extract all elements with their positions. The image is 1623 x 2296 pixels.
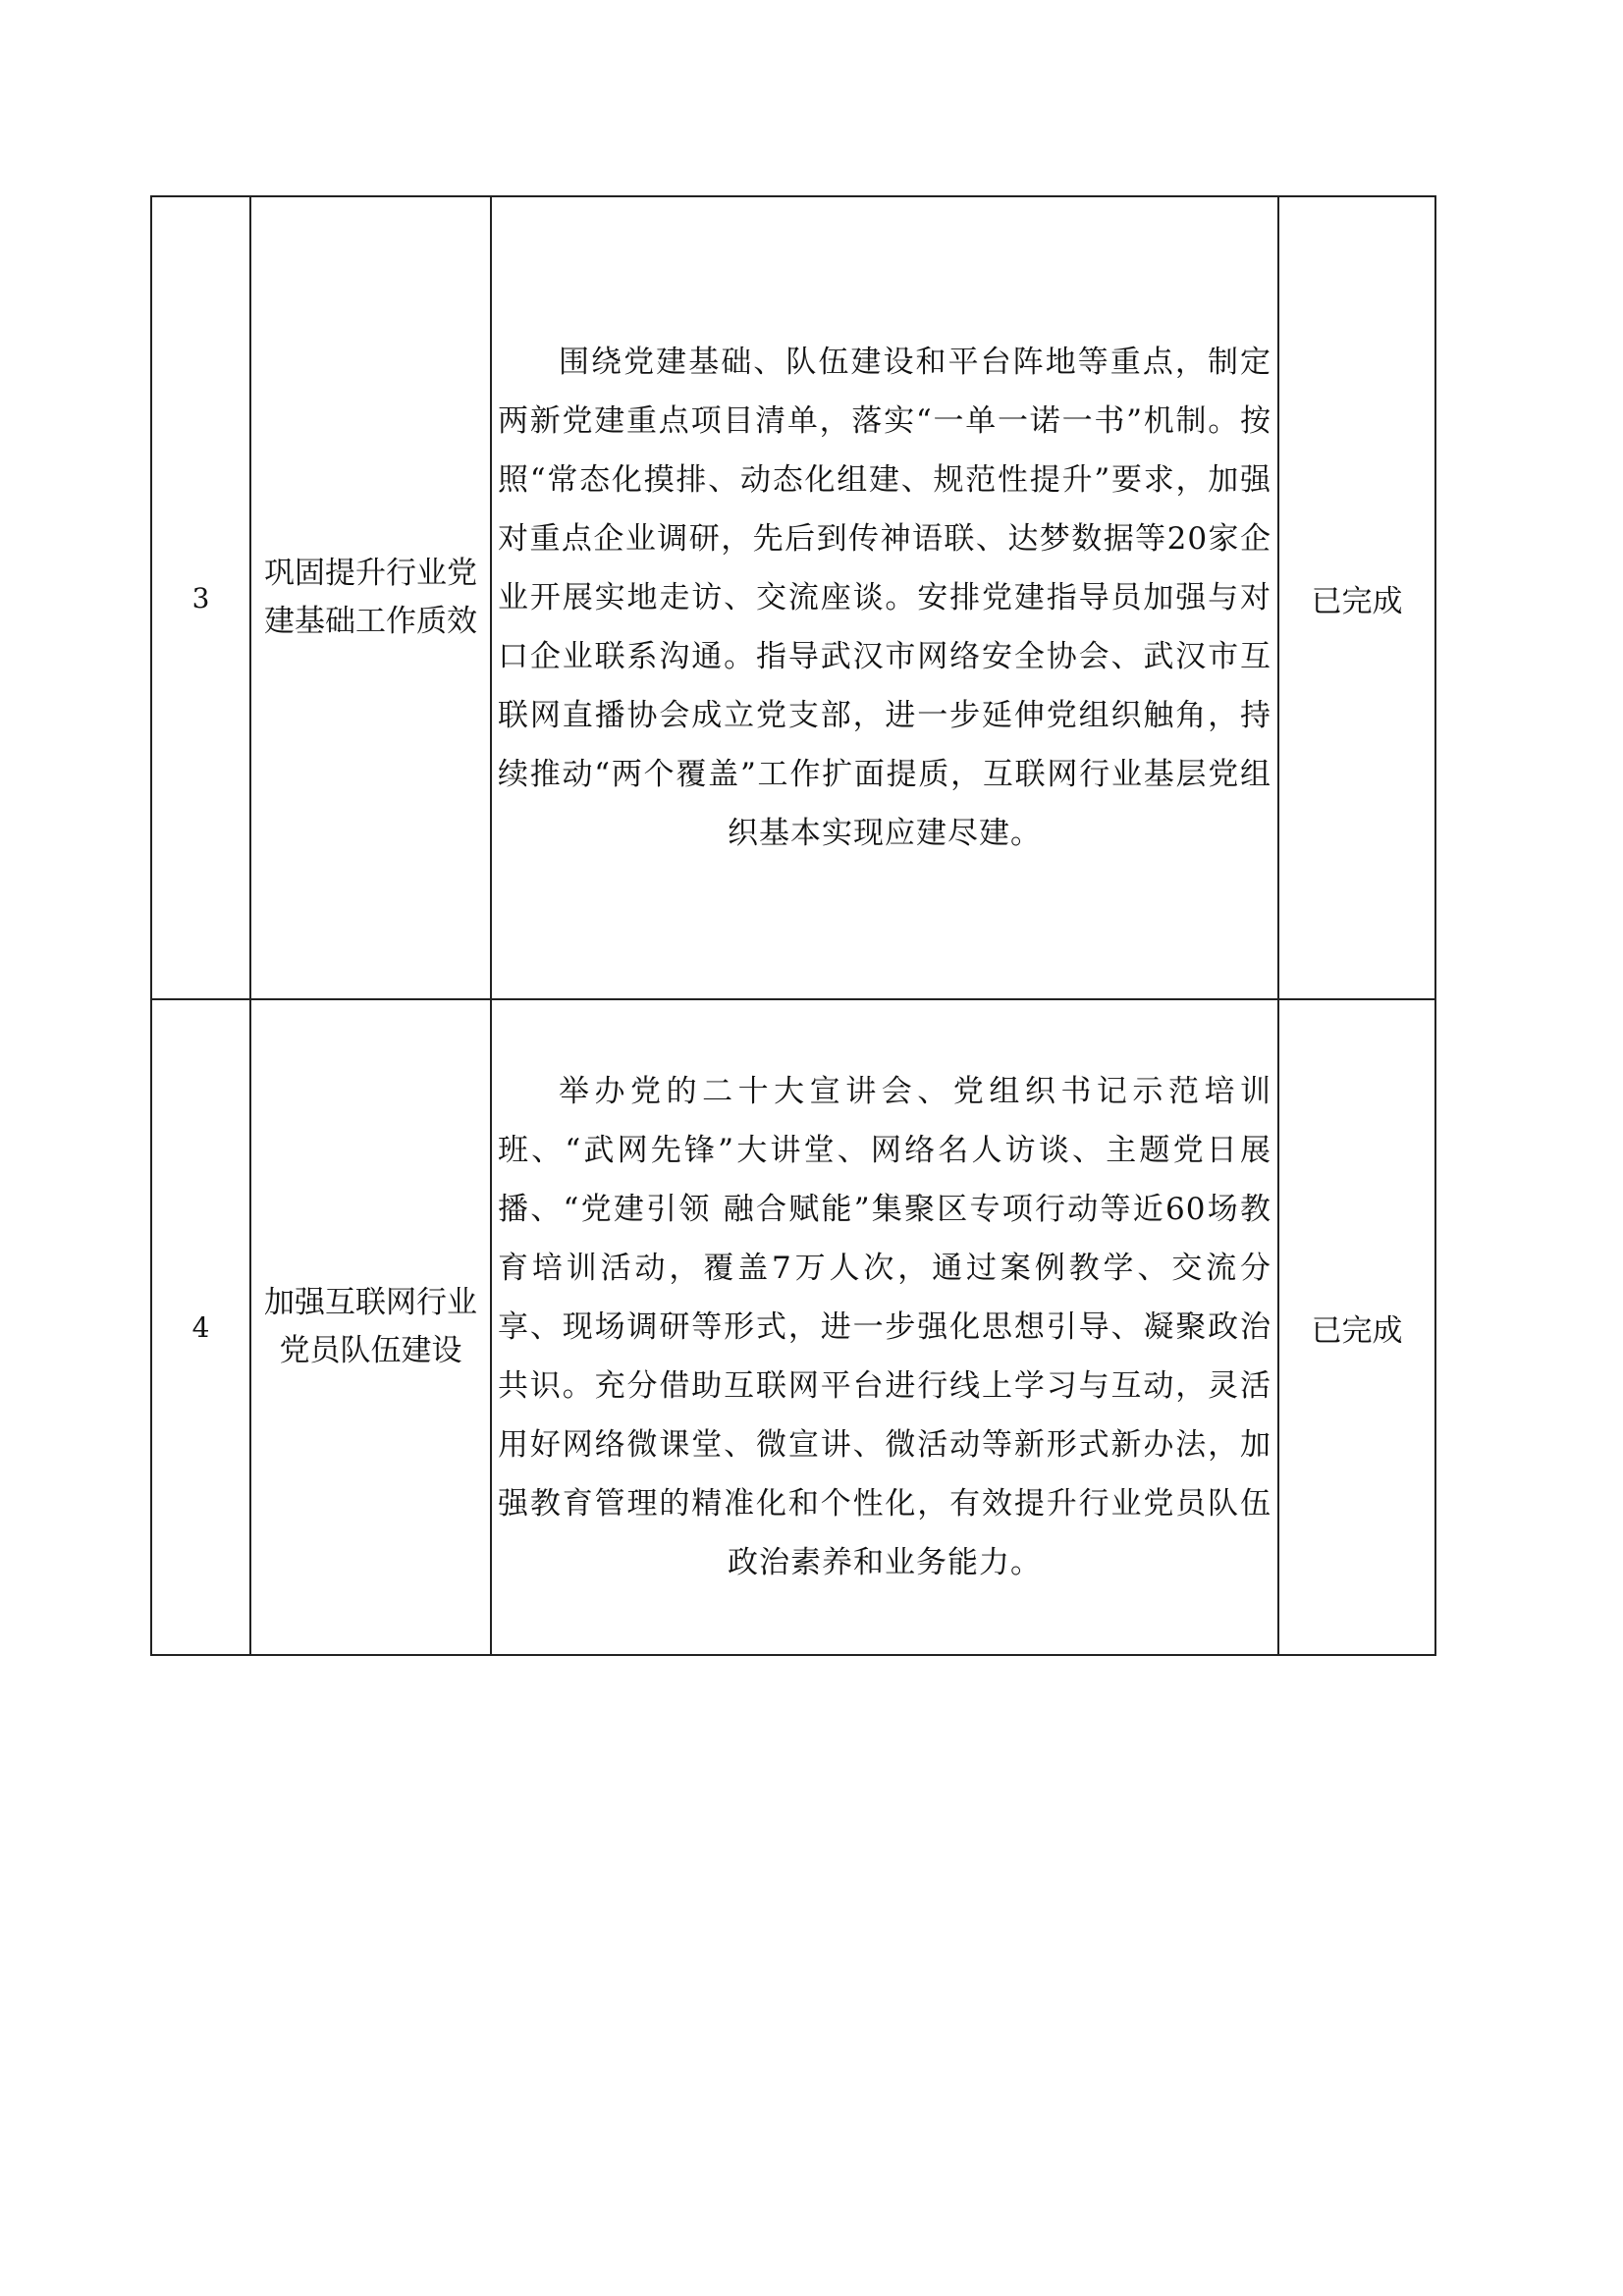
work-progress-table bbox=[150, 195, 1436, 1656]
completion-status: 已完成 bbox=[1278, 999, 1435, 1655]
table-row bbox=[151, 999, 1435, 1655]
task-description: 围绕党建基础、队伍建设和平台阵地等重点，制定两新党建重点项目清单，落实“一单一诺一书”机制。按照“常态化摸排、动态化组建、规范性提升”要求，加强对重点企业调研，先后到传神语联、达梦数据等20家企业开展实地走访、交流座谈。安排党建指导员加强与对口企业联系沟通。指导武汉市网络安全协会、武汉市互联网直播协会成立党支部，进一步延伸党组织触角，持续推动“两个覆盖”工作扩面提质，互联网行业基层党组织基本实现应建尽建。 bbox=[491, 196, 1278, 999]
row-number: 4 bbox=[151, 999, 250, 1655]
table-row bbox=[151, 196, 1435, 999]
task-title: 加强互联网行业党员队伍建设 bbox=[250, 999, 491, 1655]
completion-status: 已完成 bbox=[1278, 196, 1435, 999]
task-description: 举办党的二十大宣讲会、党组织书记示范培训班、“武网先锋”大讲堂、网络名人访谈、主题党日展播、“党建引领 融合赋能”集聚区专项行动等近60场教育培训活动，覆盖7万人次，通过案例教学、交流分享、现场调研等形式，进一步强化思想引导、凝聚政治共识。充分借助互联网平台进行线上学习与互动，灵活用好网络微课堂、微宣讲、微活动等新形式新办法，加强教育管理的精准化和个性化，有效提升行业党员队伍政治素养和业务能力。 bbox=[491, 999, 1278, 1655]
task-title: 巩固提升行业党建基础工作质效 bbox=[250, 196, 491, 999]
row-number: 3 bbox=[151, 196, 250, 999]
